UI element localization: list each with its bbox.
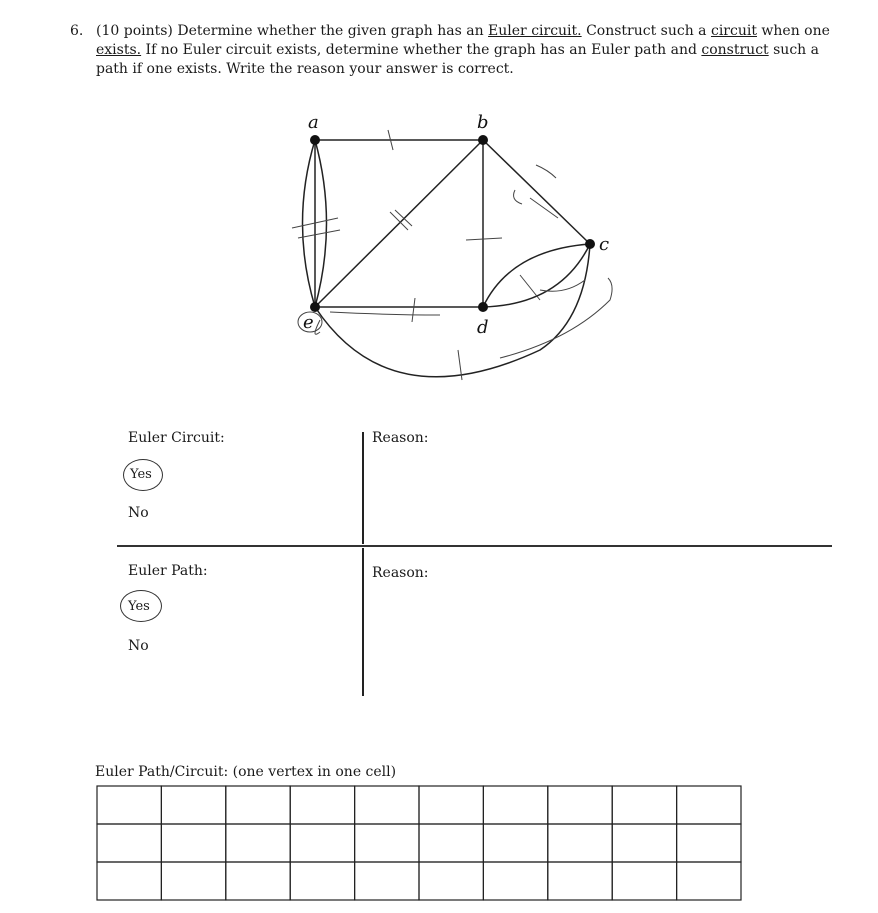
- divider-vertical-top: [362, 432, 364, 544]
- path-table-cell[interactable]: [483, 786, 547, 824]
- path-table-cell[interactable]: [161, 824, 225, 862]
- path-table-cell[interactable]: [226, 862, 290, 900]
- path-table-cell[interactable]: [161, 862, 225, 900]
- vertex-label-e: e: [303, 312, 314, 333]
- divider-vertical-bottom: [362, 548, 364, 696]
- path-table-cell[interactable]: [226, 786, 290, 824]
- path-table-cell[interactable]: [290, 824, 354, 862]
- vertex-label-a: a: [308, 112, 319, 133]
- path-table-cell[interactable]: [612, 824, 676, 862]
- vertex-label-b: b: [477, 112, 489, 133]
- path-table-cell[interactable]: [483, 824, 547, 862]
- vertex-label-c: c: [599, 234, 610, 255]
- edge-e-c: [315, 244, 590, 377]
- vertex-d: [478, 302, 488, 312]
- edge-a-e-3: [315, 140, 327, 307]
- edge-b-c: [483, 140, 590, 244]
- path-table-cell[interactable]: [548, 824, 612, 862]
- path-table-cell[interactable]: [290, 786, 354, 824]
- question-body: (10 points) Determine whether the given graph has an Euler circuit. Construct such a circuit when one exists. If no Euler circuit exists, determine whether the graph has an Euler path and construct such a path if one exists. Write the reason your answer is correct.: [96, 23, 830, 77]
- question-text: [70, 22, 830, 79]
- path-table-cell[interactable]: [419, 824, 483, 862]
- path-table-cell[interactable]: [97, 824, 161, 862]
- path-table-cell[interactable]: [483, 862, 547, 900]
- path-table-cell[interactable]: [419, 862, 483, 900]
- path-table-cell[interactable]: [355, 786, 419, 824]
- circuit-reason-label: Reason:: [372, 430, 429, 446]
- edge-d-c-1: [483, 244, 590, 307]
- vertex-c: [585, 239, 595, 249]
- underlined-exists: exists.: [96, 42, 142, 58]
- edge-d-c-2: [483, 244, 590, 307]
- question-number: 6.: [70, 23, 84, 39]
- path-table-cell[interactable]: [677, 862, 741, 900]
- divider-horizontal: [117, 545, 832, 547]
- path-table: [95, 784, 745, 904]
- euler-graph: [240, 100, 640, 410]
- path-table-cell[interactable]: [226, 824, 290, 862]
- vertex-e: [310, 302, 320, 312]
- path-table-cell[interactable]: [290, 862, 354, 900]
- handwritten-marks: [292, 130, 612, 380]
- path-reason-label: Reason:: [372, 565, 429, 581]
- vertex-a: [310, 135, 320, 145]
- path-table-cell[interactable]: [97, 862, 161, 900]
- vertex-label-d: d: [477, 317, 489, 338]
- path-option-yes[interactable]: Yes: [128, 599, 150, 614]
- euler-circuit-label: Euler Circuit:: [128, 430, 225, 446]
- vertex-b: [478, 135, 488, 145]
- underlined-construct: construct: [701, 42, 769, 58]
- underlined-circuit: circuit: [710, 23, 757, 39]
- underlined-euler-circuit: Euler circuit.: [488, 23, 582, 39]
- path-option-no[interactable]: No: [128, 638, 149, 654]
- euler-path-label: Euler Path:: [128, 563, 208, 579]
- path-table-cell[interactable]: [677, 824, 741, 862]
- circuit-option-yes[interactable]: Yes: [130, 467, 152, 482]
- path-table-title: Euler Path/Circuit: (one vertex in one cell): [95, 764, 397, 780]
- path-table-cell[interactable]: [612, 786, 676, 824]
- path-table-cell[interactable]: [419, 786, 483, 824]
- path-table-cell[interactable]: [355, 824, 419, 862]
- edge-b-e: [315, 140, 483, 307]
- path-table-cell[interactable]: [355, 862, 419, 900]
- question-points: (10 points): [96, 23, 173, 39]
- path-table-cell[interactable]: [548, 862, 612, 900]
- path-table-cell[interactable]: [677, 786, 741, 824]
- circuit-option-no[interactable]: No: [128, 505, 149, 521]
- path-table-cell[interactable]: [612, 862, 676, 900]
- path-table-cell[interactable]: [161, 786, 225, 824]
- path-table-cell[interactable]: [548, 786, 612, 824]
- path-table-cell[interactable]: [97, 786, 161, 824]
